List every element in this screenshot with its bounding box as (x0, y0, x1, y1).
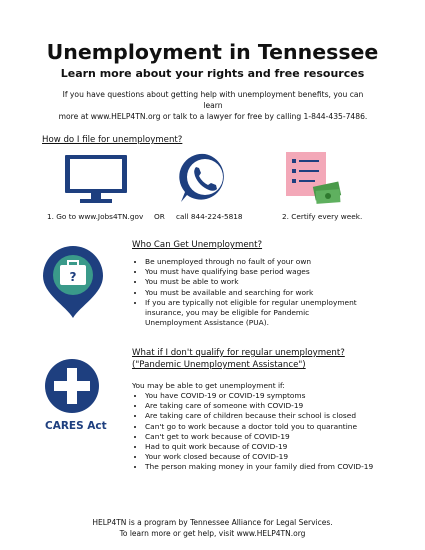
phone-chat-icon (177, 150, 233, 206)
page-subtitle: Learn more about your rights and free resources (60, 67, 365, 80)
list-item: • You must be able to work (145, 277, 357, 287)
list-item: • Can't go to work because a doctor told you to quarantine (145, 422, 405, 432)
step-3-caption: 2. Certify every week. (282, 212, 363, 221)
footer-line-1: HELP4TN is a program by Tennessee Alliance for Legal Services. (92, 518, 333, 527)
list-item: • Be unemployed through no fault of your own (145, 257, 357, 267)
cares-act-label: CARES Act (45, 420, 107, 432)
list-item: • The person making money in your family died from COVID-19 (145, 462, 405, 472)
or-label: OR (154, 212, 165, 221)
computer-monitor-icon (64, 154, 128, 204)
eligibility-heading: Who Can Get Unemployment? (132, 240, 263, 250)
list-item: • Your work closed because of COVID-19 (145, 452, 405, 462)
pua-heading (132, 347, 345, 371)
list-item: • You must be available and searching for work (145, 288, 357, 298)
footer (0, 517, 425, 539)
list-item: • You have COVID-19 or COVID-19 symptoms (145, 391, 405, 401)
list-item: • If you are typically not eligible for regular unemployment insurance, you may be eligible for Pandemic Unemployment Assistance (PUA). (145, 298, 357, 329)
list-item: • Had to quit work because of COVID-19 (145, 442, 405, 452)
list-item: • You must have qualifying base period wages (145, 267, 357, 277)
intro-line-2: more at www.HELP4TN.org or talk to a lawyer for free by calling 1-844-435-7486. (58, 112, 368, 121)
checklist-money-icon (284, 150, 342, 206)
intro-line-1: If you have questions about getting help with unemployment benefits, you can learn (62, 90, 364, 110)
list-item: • Can't get to work because of COVID-19 (145, 432, 405, 442)
list-item: • Are taking care of someone with COVID-19 (145, 401, 405, 411)
plus-circle-icon (44, 358, 100, 414)
pua-heading-line-1: What if I don't qualify for regular unemployment? (132, 348, 345, 358)
file-section-heading: How do I file for unemployment? (42, 135, 183, 145)
briefcase-location-icon (40, 244, 106, 320)
step-2-caption: call 844-224-5818 (176, 212, 243, 221)
intro-text (52, 89, 374, 122)
page-title: Unemployment in Tennessee (46, 40, 379, 64)
svg-text:?: ? (69, 270, 77, 284)
footer-line-2: To learn more or get help, visit www.HELP4TN.org (119, 529, 306, 538)
list-item: • Are taking care of children because their school is closed (145, 411, 405, 421)
pua-heading-line-2: ("Pandemic Unemployment Assistance") (132, 360, 306, 370)
pua-list (134, 391, 405, 473)
eligibility-list (134, 257, 357, 328)
step-1-caption: 1. Go to www.Jobs4TN.gov (47, 212, 144, 221)
pua-intro: You may be able to get unemployment if: (132, 381, 285, 390)
